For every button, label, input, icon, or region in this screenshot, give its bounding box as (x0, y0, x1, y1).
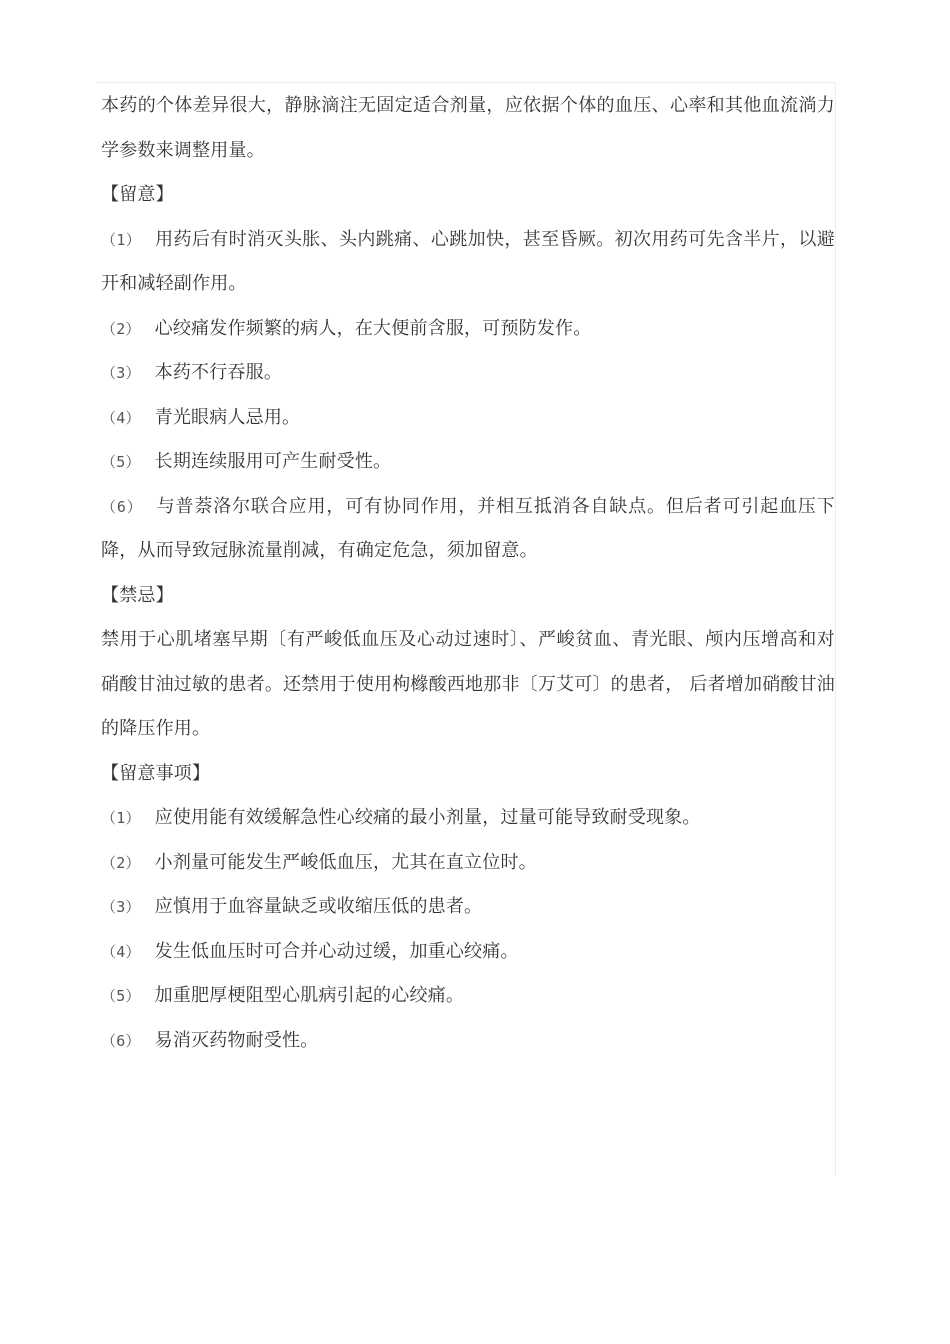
caution-heading: 【留意】 (101, 184, 174, 205)
item-text: 本药不行吞服。 (154, 362, 283, 383)
item-text: 加重肥厚梗阻型心肌病引起的心绞痛。 (154, 985, 465, 1006)
item-number: （1） (101, 230, 142, 249)
list-item (101, 218, 835, 307)
item-number: （1） (101, 809, 141, 827)
item-text: 发生低血压时可合并心动过缓，加重心绞痛。 (154, 940, 519, 962)
list-item (101, 885, 835, 930)
item-number: （6） (101, 497, 143, 516)
document-body (101, 84, 835, 1063)
item-number: （2） (101, 853, 141, 872)
item-text: 易消灭药物耐受性。 (154, 1029, 319, 1051)
item-number: （6） (101, 1031, 141, 1050)
item-text: 心绞痛发作频繁的病人，在大便前含服，可预防发作。 (154, 317, 592, 339)
list-item (101, 974, 835, 1019)
item-number: （4） (101, 408, 141, 427)
list-item (101, 930, 835, 975)
item-text: 与普萘洛尔联合应用，可有协同作用，并相互抵消各自缺点。但后者可引起血压下降，从而导致冠脉流量削减，有确定危急，须加留意。 (101, 495, 835, 561)
list-item (101, 485, 835, 574)
item-text: 小剂量可能发生严峻低血压，尤其在直立位时。 (154, 851, 537, 873)
caution-list (101, 218, 835, 574)
list-item (101, 396, 835, 441)
item-number: （5） (101, 453, 141, 471)
item-number: （3） (101, 898, 141, 916)
notes-list (101, 796, 835, 1063)
item-text: 长期连续服用可产生耐受性。 (154, 451, 392, 472)
item-text: 青光眼病人忌用。 (154, 406, 301, 428)
list-item (101, 307, 835, 352)
list-item (101, 796, 835, 841)
list-item (101, 841, 835, 886)
item-number: （2） (101, 319, 141, 338)
item-number: （3） (101, 364, 141, 382)
list-item (101, 1019, 835, 1064)
item-number: （5） (101, 987, 141, 1005)
intro-paragraph: 本药的个体差异很大，静脉滴注无固定适合剂量，应依据个体的血压、心率和其他血流淌力学参数来调整用量。 (101, 95, 835, 161)
item-text: 用药后有时消灭头胀、头内跳痛、心跳加快，甚至昏厥。初次用药可先含半片，以避开和减轻副作用。 (101, 228, 835, 294)
contraindication-heading: 【禁忌】 (101, 584, 174, 606)
list-item (101, 440, 835, 485)
list-item (101, 351, 835, 396)
notes-heading: 【留意事项】 (101, 762, 211, 784)
item-text: 应使用能有效缓解急性心绞痛的最小剂量，过量可能导致耐受现象。 (154, 807, 701, 828)
item-text: 应慎用于血容量缺乏或收缩压低的患者。 (154, 896, 483, 917)
item-number: （4） (101, 942, 141, 961)
contraindication-paragraph: 禁用于心肌堵塞早期〔有严峻低血压及心动过速时〕、严峻贫血、青光眼、颅内压增高和对硝酸甘油过敏的患者。还禁用于使用枸橼酸西地那非〔万艾可〕的患者， 后者增加硝酸甘油的降压作用。 (101, 629, 835, 739)
